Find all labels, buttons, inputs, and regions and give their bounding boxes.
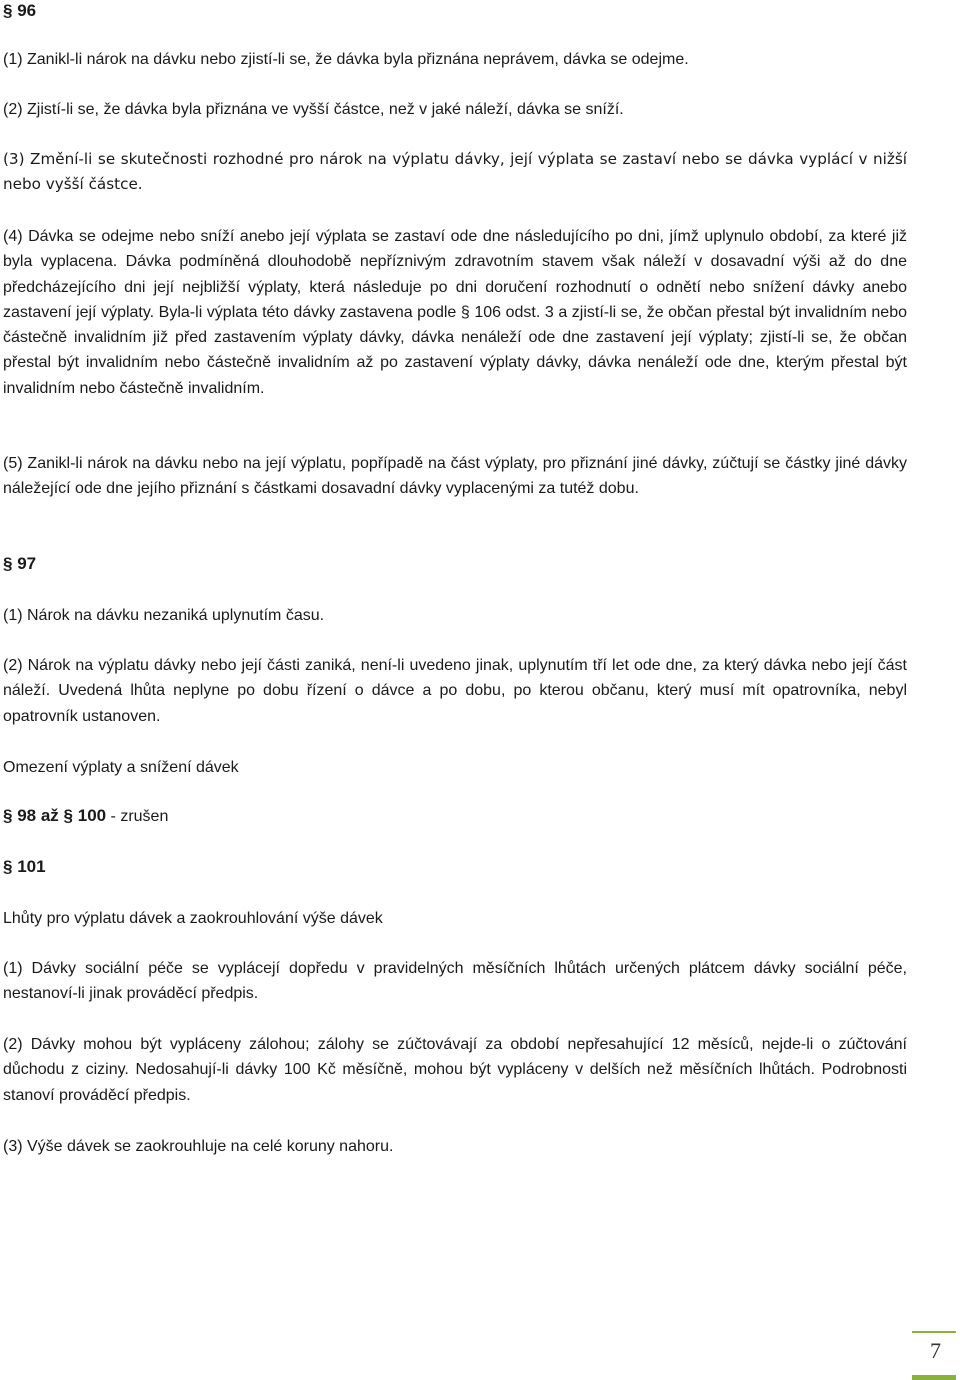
section-101-heading xyxy=(3,856,46,878)
s97-paragraph-2: (2) Nárok na výplatu dávky nebo její části zaniká, není-li uvedeno jinak, uplynutím tří let ode dne, za který dávka nebo její část náleží. Uvedená lhůta neplyne po dobu řízení o dávce a po dobu, po kterou občanu, který musí mít opatrovníka, nebyl opatrovník ustanoven. xyxy=(3,657,907,725)
section-symbol: § xyxy=(3,554,13,573)
section-status: - zrušen xyxy=(106,808,169,825)
s96-paragraph-2: (2) Zjistí-li se, že dávka byla přiznána ve vyšší částce, než v jaké náleží, dávka se sníží. xyxy=(3,101,624,118)
section-96-heading xyxy=(3,0,36,22)
section-number: 96 xyxy=(17,1,37,20)
heading-lhuty: Lhůty pro výplatu dávek a zaokrouhlování výše dávek xyxy=(3,910,383,927)
section-number: 98 až xyxy=(17,806,59,825)
section-number: 100 xyxy=(77,806,107,825)
s96-paragraph-1: (1) Zanikl-li nárok na dávku nebo zjistí-li se, že dávka byla přiznána neprávem, dávka se odejme. xyxy=(3,51,689,68)
s96-paragraph-5: (5) Zanikl-li nárok na dávku nebo na její výplatu, popřípadě na část výplaty, pro přiznání jiné dávky, zúčtují se částky jiné dávky náležející ode dne jejího přiznání s částkami dosavadní dávky vyplacenými za tutéž dobu. xyxy=(3,455,907,498)
s96-paragraph-3: (3) Změní-li se skutečnosti rozhodné pro nárok na výplatu dávky, její výplata se zastaví nebo se dávka vyplácí v nižší nebo vyšší částce. xyxy=(3,150,907,194)
s101-paragraph-1: (1) Dávky sociální péče se vyplácejí dopředu v pravidelných měsíčních lhůtách určených plátcem dávky sociální péče, nestanoví-li jinak prováděcí předpis. xyxy=(3,960,907,1003)
section-98-100-heading xyxy=(3,805,168,828)
heading-omezeni: Omezení výplaty a snížení dávek xyxy=(3,759,239,776)
section-symbol: § xyxy=(3,1,13,20)
section-97-heading xyxy=(3,553,36,575)
section-symbol: § xyxy=(3,806,13,825)
section-symbol: § xyxy=(63,806,73,825)
s97-paragraph-1: (1) Nárok na dávku nezaniká uplynutím času. xyxy=(3,607,325,624)
section-number: 101 xyxy=(17,857,46,876)
s101-paragraph-2: (2) Dávky mohou být vypláceny zálohou; zálohy se zúčtovávají za období nepřesahující 12 měsíců, nejde-li o zúčtování důchodu z ciziny. Nedosahují-li dávky 100 Kč měsíčně, mohou být vypláceny v delších než měsíčních lhůtách. Podrobnosti stanoví prováděcí předpis. xyxy=(3,1036,907,1104)
section-symbol: § xyxy=(3,857,13,876)
page-number: 7 xyxy=(930,1338,941,1363)
page-footer xyxy=(912,1331,956,1380)
s96-paragraph-4: (4) Dávka se odejme nebo sníží anebo její výplata se zastaví ode dne následujícího po dni, jímž uplynulo období, za které již byla vyplacena. Dávka podmíněná dlouhodobě nepříznivým zdravotním stavem však náleží v dosavadní výši až do dne předcházejícího dni její nejbližší výplaty, která následuje po dni doručení rozhodnutí o odnětí nebo snížení dávky anebo zastavení její výplaty. Byla-li výplata této dávky zastavena podle § 106 odst. 3 a zjistí-li se, že občan přestal být invalidním nebo částečně invalidním již před zastavením výplaty dávky, dávka nenáleží ode dne zastavení její výplaty; zjistí-li se, že občan přestal být invalidním nebo částečně invalidním až po zastavení výplaty dávky, dávka nenáleží ode dne, kterým přestal být invalidním nebo částečně invalidním. xyxy=(3,228,907,397)
s101-paragraph-3: (3) Výše dávek se zaokrouhluje na celé koruny nahoru. xyxy=(3,1138,394,1155)
section-number: 97 xyxy=(17,554,37,573)
